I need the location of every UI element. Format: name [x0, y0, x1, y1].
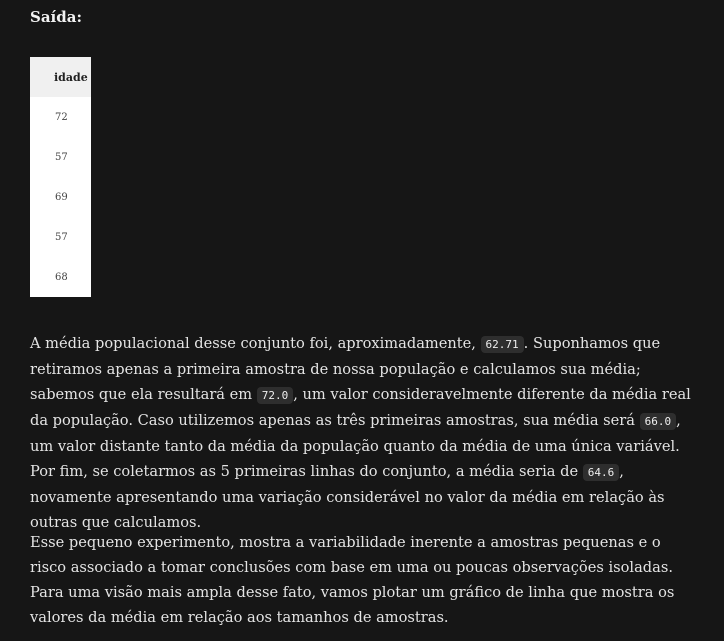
table-row — [30, 257, 91, 297]
paragraph-population-mean — [30, 331, 698, 535]
paragraph-text: A média populacional desse conjunto foi, aproximadamente, — [30, 335, 481, 352]
paragraph-text: . Suponhamos que retiramos apenas a primeira amostra de nossa população e calculamos sua média; sabemos que ela resultará em — [30, 335, 661, 403]
output-table-container — [30, 57, 91, 297]
table-row — [30, 217, 91, 257]
table-cell: 57 — [55, 231, 68, 243]
output-label: Saída: — [30, 8, 82, 26]
paragraph-text: , um valor distante tanto da média da população quanto da média de uma única variável. Por fim, se coletarmos as 5 primeiras linhas do conjunto, a média seria de — [30, 412, 681, 480]
output-table — [30, 57, 91, 297]
table-row — [30, 137, 91, 177]
inline-code-five-sample-mean: 64.6 — [583, 464, 620, 481]
table-cell: 69 — [55, 191, 68, 203]
table-cell: 68 — [55, 271, 68, 283]
paragraph-text: , um valor consideravelmente diferente da média real da população. Caso utilizemos apenas as três primeiras amostras, sua média será — [30, 386, 691, 429]
table-cell: 57 — [55, 151, 68, 163]
inline-code-three-sample-mean: 66.0 — [640, 413, 677, 430]
table-row — [30, 97, 91, 137]
column-header-idade: idade — [30, 57, 91, 97]
paragraph-text: , novamente apresentando uma variação considerável no valor da média em relação às outras que calculamos. — [30, 463, 665, 531]
inline-code-first-sample-mean: 72.0 — [257, 387, 294, 404]
table-cell: 72 — [55, 111, 68, 123]
paragraph-experiment: Esse pequeno experimento, mostra a variabilidade inerente a amostras pequenas e o risco associado a tomar conclusões com base em uma ou poucas observações isoladas. Para uma visão mais ampla desse fato, vamos plotar um gráfico de linha que mostra os valores da média em relação aos tamanhos de amostras. — [30, 534, 675, 626]
inline-code-population-mean: 62.71 — [481, 336, 524, 353]
table-header-row — [30, 57, 91, 97]
table-row — [30, 177, 91, 217]
